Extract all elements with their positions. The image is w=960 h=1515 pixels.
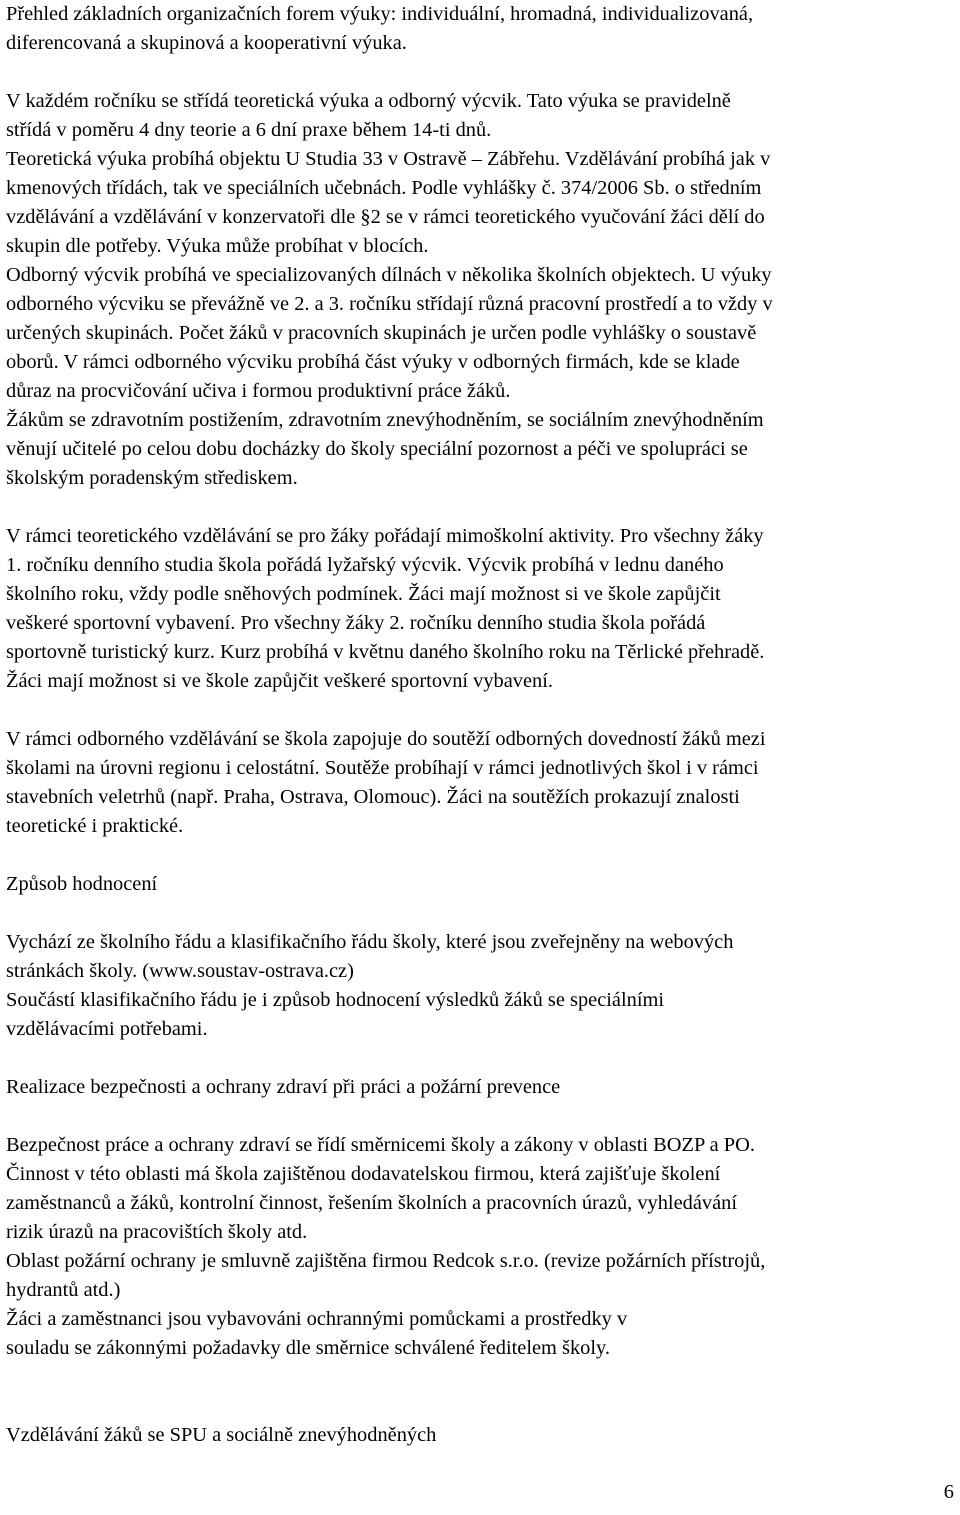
paragraph-teaching-forms: Přehled základních organizačních forem výuky: individuální, hromadná, individualizovaná, diferencovaná a skupinová a kooperativní výuka. <box>6 3 754 54</box>
page-number: 6 <box>943 1481 954 1503</box>
paragraph-extracurricular: V rámci teoretického vzdělávání se pro žáky pořádají mimoškolní aktivity. Pro všechny žáky 1. ročníku denního studia škola pořádá lyžařský výcvik. Výcvik probíhá v lednu daného školního roku, vždy podle sněhových podmínek. Žáci mají možnost si ve škole zapůjčit veškeré sportovní vybavení. Pro všechny žáky 2. ročníku denního studia škola pořádá sportovně turistický kurz. Kurz probíhá v květnu daného školního roku na Těrlické přehradě. Žáci mají možnost si ve škole zapůjčit veškeré sportovní vybavení. <box>6 525 765 692</box>
document-page <box>6 0 954 1450</box>
paragraph-teaching-organization: V každém ročníku se střídá teoretická výuka a odborný výcvik. Tato výuka se pravidelně střídá v poměru 4 dny teorie a 6 dní praxe během 14-ti dnů. Teoretická výuka probíhá objektu U Studia 33 v Ostravě – Zábřehu. Vzdělávání probíhá jak v kmenových třídách, tak ve speciálních učebnách. Podle vyhlášky č. 374/2006 Sb. o středním vzdělávání a vzdělávání v konzervatoři dle §2 se v rámci teoretického vyučování žáci dělí do skupin dle potřeby. Výuka může probíhat v blocích. Odborný výcvik probíhá ve specializovaných dílnách v několika školních objektech. U výuky odborného výcviku se převážně ve 2. a 3. ročníku střídají různá pracovní prostředí a to vždy v určených skupinách. Počet žáků v pracovních skupinách je určen podle vyhlášky o soustavě oborů. V rámci odborného výcviku probíhá část výuky v odborných firmách, kde se klade důraz na procvičování učiva i formou produktivní práce žáků. Žákům se zdravotním postižením, zdravotním znevýhodněním, se sociálním znevýhodněním věnují učitelé po celou dobu docházky do školy speciální pozornost a péči ve spolupráci se školským poradenským střediskem. <box>6 90 773 489</box>
paragraph-competitions: V rámci odborného vzdělávání se škola zapojuje do soutěží odborných dovedností žáků mezi školami na úrovni regionu i celostátní. Soutěže probíhají v rámci jednotlivých škol i v rámci stavebních veletrhů (např. Praha, Ostrava, Olomouc). Žáci na soutěžích prokazují znalosti teoretické i praktické. <box>6 728 766 837</box>
heading-evaluation: Způsob hodnocení <box>6 873 158 895</box>
heading-spu-education: Vzdělávání žáků se SPU a sociálně znevýhodněných <box>6 1424 437 1446</box>
paragraph-evaluation: Vychází ze školního řádu a klasifikačního řádu školy, které jsou zveřejněny na webových stránkách školy. (www.soustav-ostrava.cz) Součástí klasifikačního řádu je i způsob hodnocení výsledků žáků se speciálními vzdělávacími potřebami. <box>6 931 734 1040</box>
paragraph-safety: Bezpečnost práce a ochrany zdraví se řídí směrnicemi školy a zákony v oblasti BOZP a PO. Činnost v této oblasti má škola zajištěnou dodavatelskou firmou, která zajišťuje školení zaměstnanců a žáků, kontrolní činnost, řešením školních a pracovních úrazů, vyhledávání rizik úrazů na pracovištích školy atd. Oblast požární ochrany je smluvně zajištěna firmou Redcok s.r.o. (revize požárních přístrojů, hydrantů atd.) Žáci a zaměstnanci jsou vybavováni ochrannými pomůckami a prostředky v souladu se zákonnými požadavky dle směrnice schválené ředitelem školy. <box>6 1134 766 1359</box>
heading-safety: Realizace bezpečnosti a ochrany zdraví při práci a požární prevence <box>6 1076 561 1098</box>
